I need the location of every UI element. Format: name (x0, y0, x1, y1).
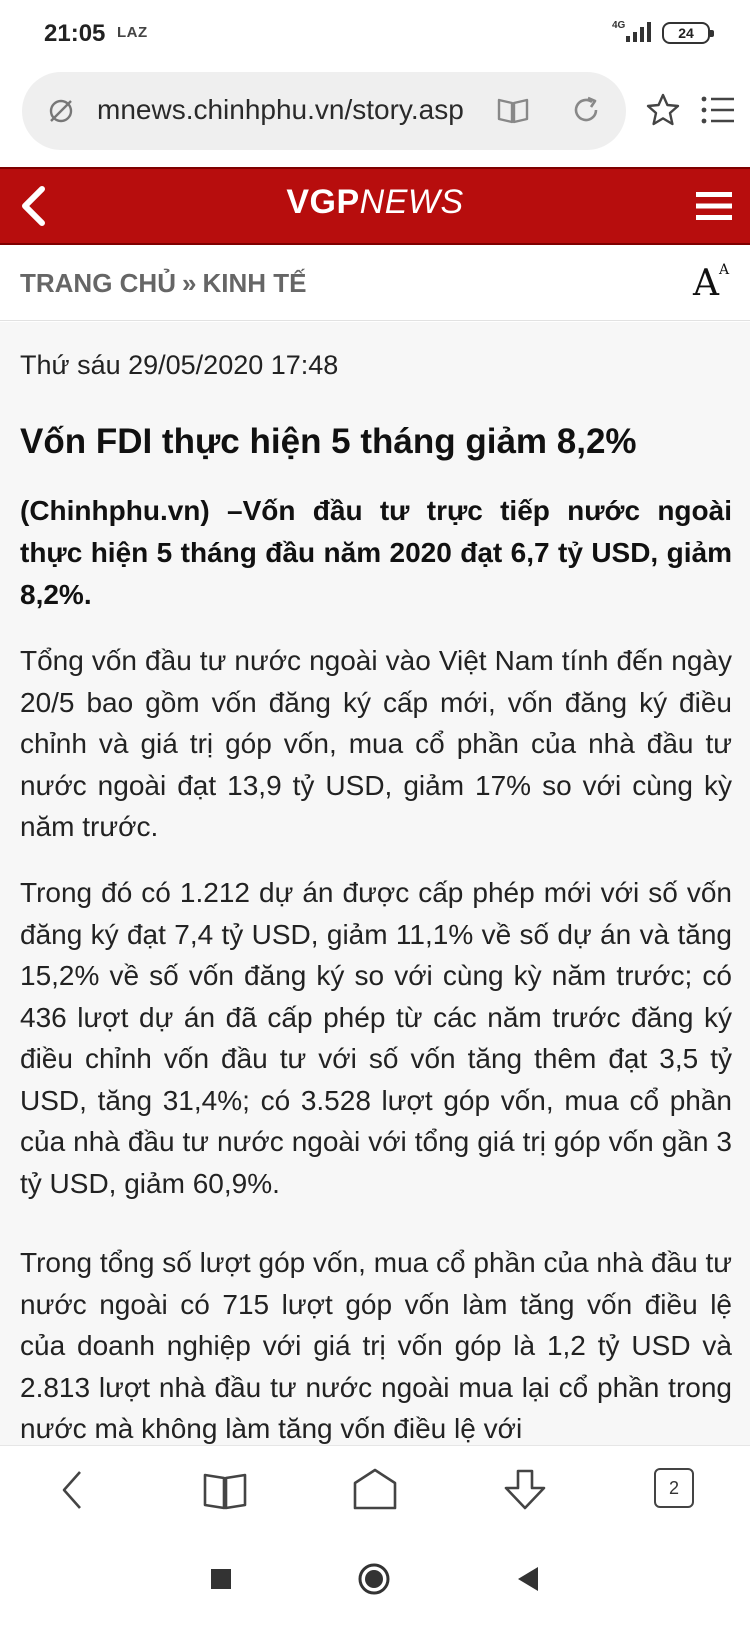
triangle-back-icon[interactable] (512, 1563, 544, 1595)
breadcrumb-home[interactable]: TRANG CHỦ (20, 268, 176, 298)
download-icon[interactable] (501, 1466, 549, 1514)
chevron-left-icon[interactable] (50, 1466, 98, 1514)
breadcrumb-separator: » (182, 268, 197, 298)
tabs-button[interactable]: 2 (654, 1468, 694, 1508)
font-size-sup: A (719, 262, 730, 278)
article-title: Vốn FDI thực hiện 5 tháng giảm 8,2% (20, 422, 637, 461)
article-paragraph: Tổng vốn đầu tư nước ngoài vào Việt Nam tính đến ngày 20/5 bao gồm vốn đăng ký cấp mới, vốn đăng ký điều chỉnh và giá trị góp vốn, mua cổ phần của nhà đầu tư nước ngoài đạt 13,9 tỷ USD, giảm 17% so với cùng kỳ năm trước. (20, 645, 732, 842)
font-size-button[interactable] (693, 263, 729, 304)
article-body (0, 322, 750, 1445)
reload-icon[interactable] (570, 94, 602, 126)
book-icon[interactable] (201, 1466, 249, 1514)
url-text[interactable]: mnews.chinhphu.vn/story.asp (97, 94, 464, 125)
battery-indicator: 24 (662, 22, 710, 44)
system-nav-bar (0, 1535, 750, 1625)
article-date: Thứ sáu 29/05/2020 17:48 (20, 350, 339, 380)
site-logo[interactable] (0, 183, 750, 222)
browser-address-bar (0, 66, 750, 166)
status-bar (0, 0, 750, 66)
site-header (0, 167, 750, 245)
breadcrumb (20, 268, 306, 299)
hamburger-icon[interactable] (694, 189, 734, 223)
status-time: 21:05 (44, 20, 106, 47)
url-field[interactable] (22, 72, 626, 150)
home-icon[interactable] (351, 1466, 399, 1514)
signal-icon (624, 20, 654, 42)
network-type: 4G (612, 20, 626, 31)
square-icon[interactable] (205, 1563, 237, 1595)
list-menu-icon[interactable] (700, 94, 736, 126)
carrier-label: LAZ (117, 24, 148, 41)
article-lead: (Chinhphu.vn) –Vốn đầu tư trực tiếp nước ngoài thực hiện 5 tháng đầu năm 2020 đạt 6,7 tỷ USD, giảm 8,2%. (20, 495, 732, 610)
breadcrumb-section[interactable]: KINH TẾ (202, 268, 307, 298)
browser-toolbar (0, 1445, 750, 1535)
star-icon[interactable] (645, 92, 681, 128)
article-paragraph: Trong đó có 1.212 dự án được cấp phép mới với số vốn đăng ký đạt 7,4 tỷ USD, giảm 11,1% về số dự án và tăng 15,2% về số vốn đăng ký so với cùng kỳ năm trước; có 436 lượt dự án đã cấp phép từ các năm trước đăng ký điều chỉnh vốn đầu tư với số vốn tăng thêm đạt 3,5 tỷ USD, tăng 31,4%; có 3.528 lượt góp vốn, mua cổ phần của nhà đầu tư nước ngoài với tổng giá trị góp vốn gần 3 tỷ USD, giảm 60,9%. (20, 877, 732, 1199)
article-paragraph: Trong tổng số lượt góp vốn, mua cổ phần của nhà đầu tư nước ngoài có 715 lượt góp vốn làm tăng vốn điều lệ của doanh nghiệp với giá trị vốn góp là 1,2 tỷ USD và 2.813 lượt nhà đầu tư nước ngoài mua lại cổ phần trong nước mà không làm tăng vốn điều lệ với (20, 1247, 732, 1444)
logo-italic: NEWS (359, 183, 464, 221)
shield-off-icon[interactable] (46, 96, 76, 126)
circle-icon[interactable] (358, 1563, 390, 1595)
font-size-letter: A (693, 263, 719, 304)
book-open-icon[interactable] (496, 94, 530, 126)
breadcrumb-bar (0, 245, 750, 321)
logo-bold: VGP (286, 183, 360, 221)
